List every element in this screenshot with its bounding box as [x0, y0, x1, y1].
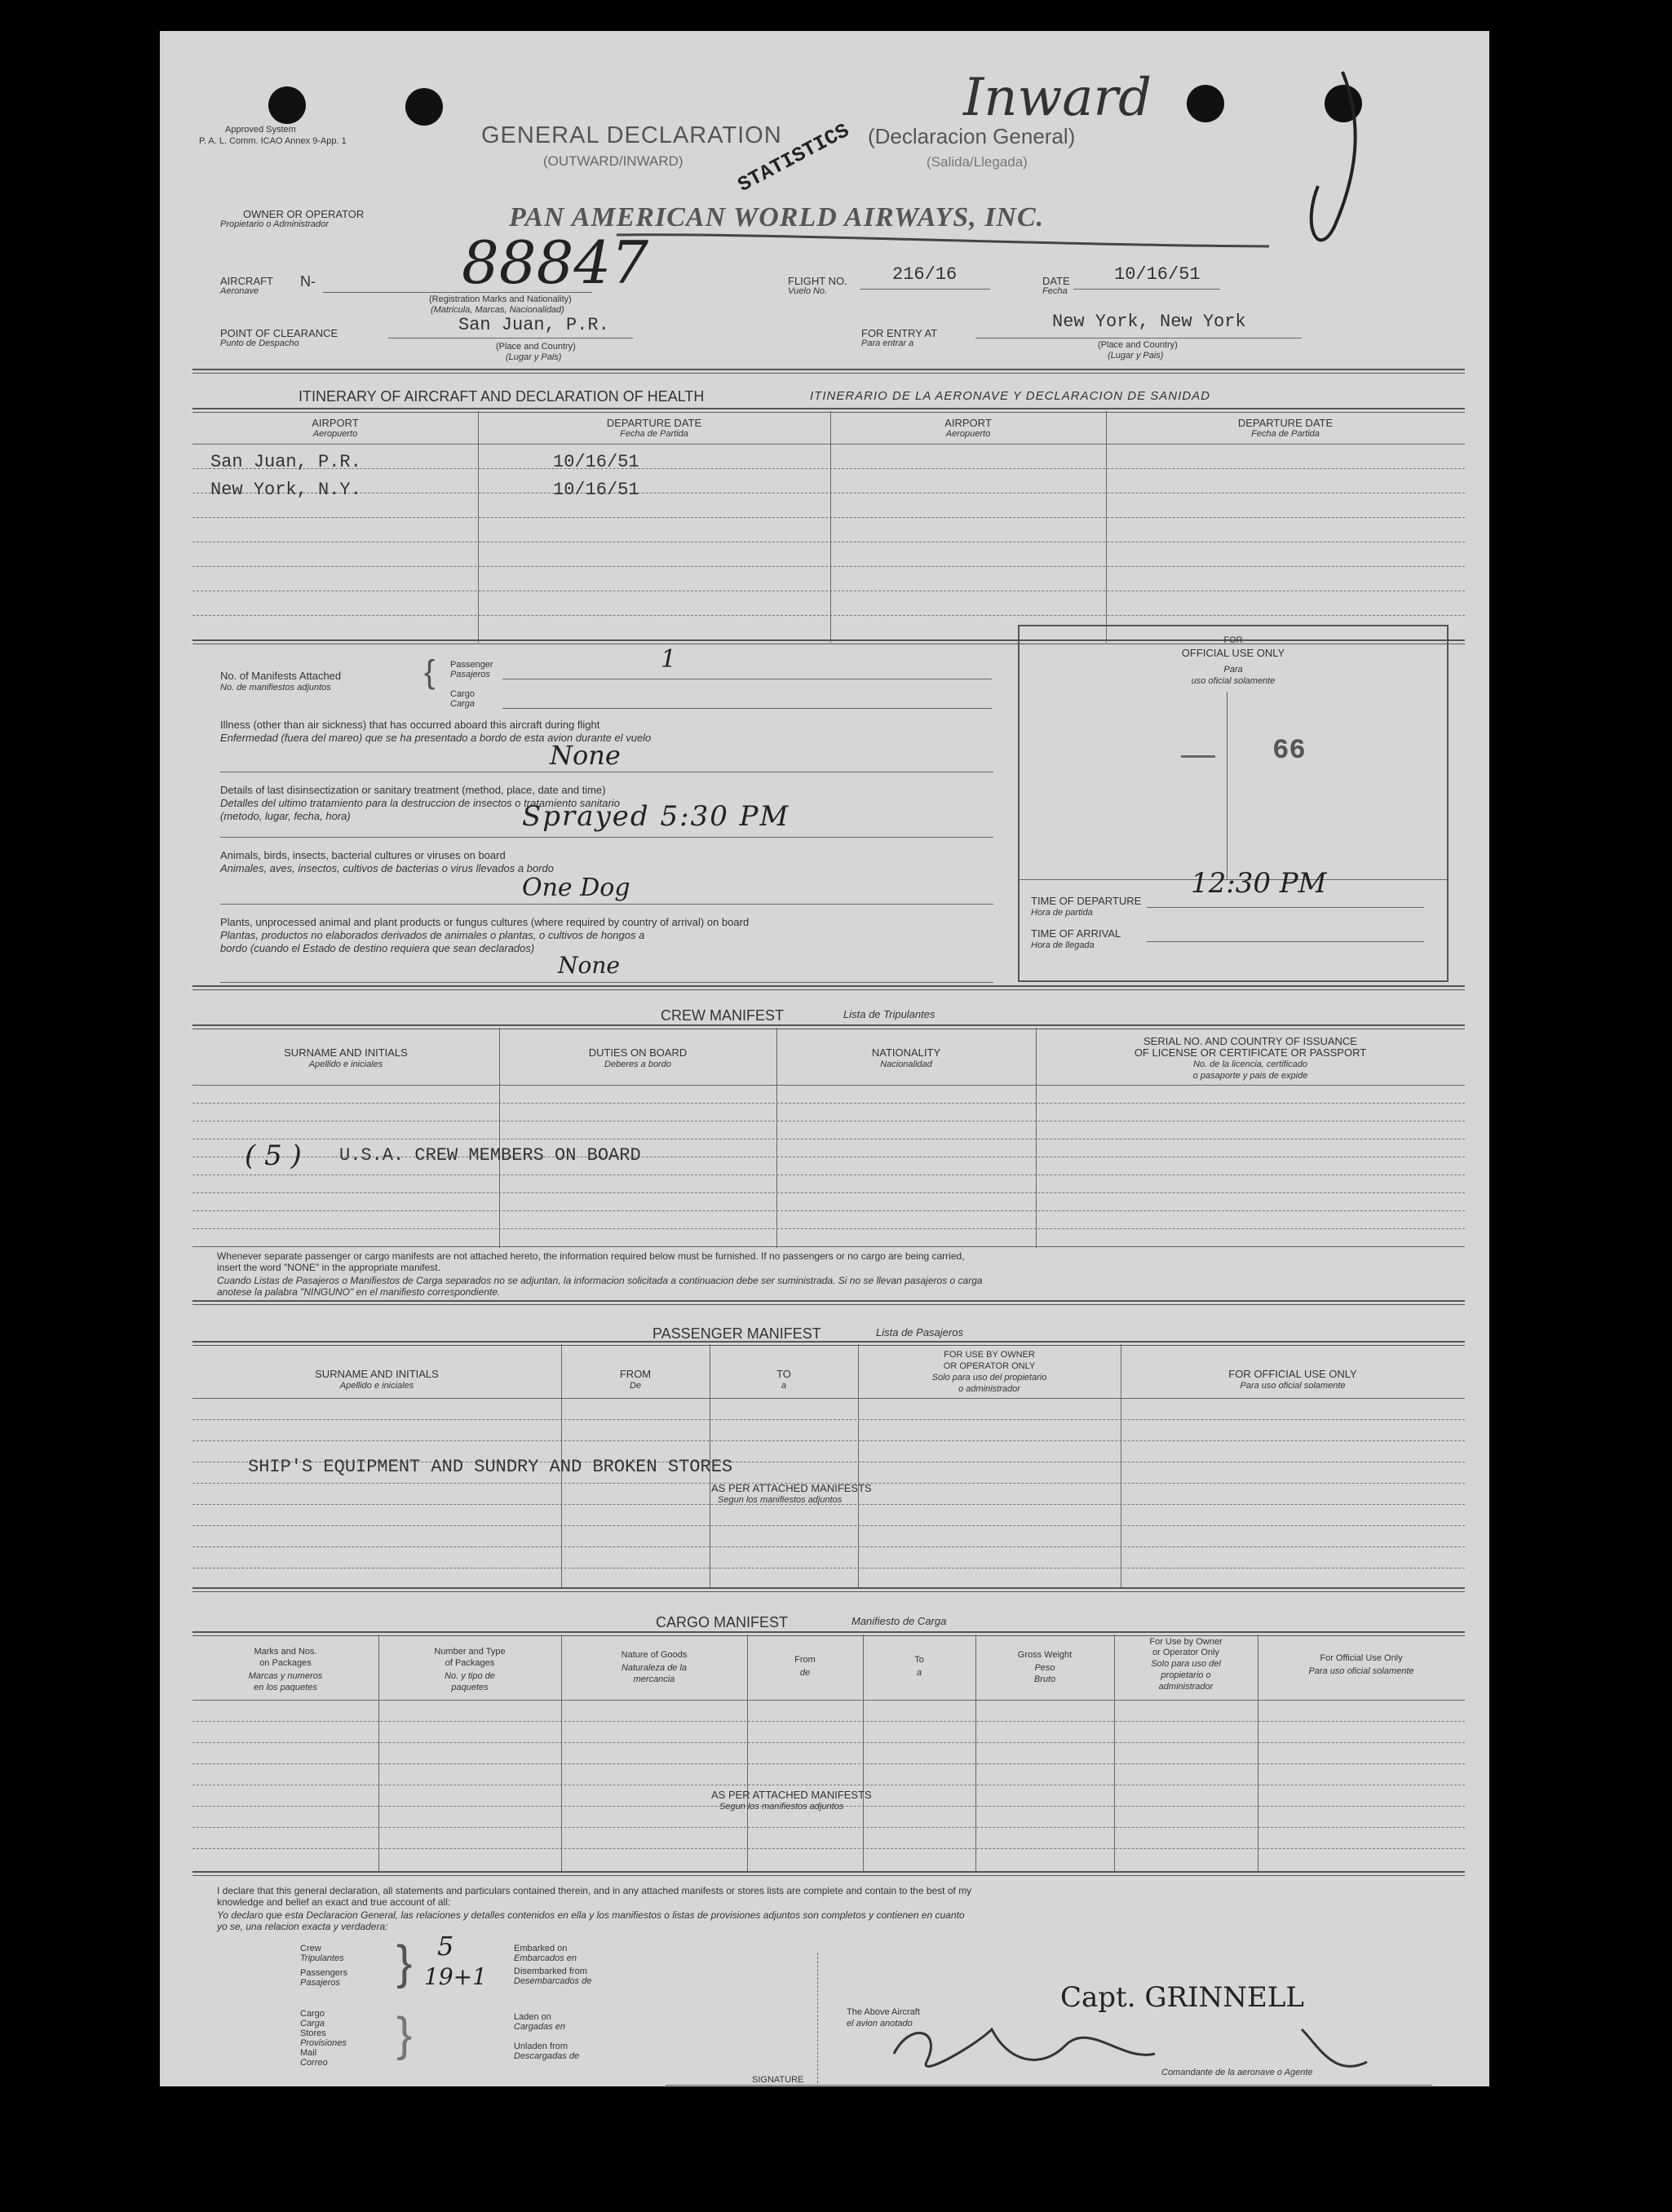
- flight-date: 10/16/51: [1114, 264, 1201, 285]
- reg-note-es: (Matricula, Marcas, Nacionalidad): [431, 305, 564, 315]
- row-line: [192, 1228, 1465, 1229]
- cargo-col-to: To: [914, 1655, 924, 1665]
- row-line: [192, 1103, 1465, 1104]
- cargo-col-weight-a: Gross Weight: [1017, 1650, 1073, 1660]
- animals-label-es: Animales, aves, insectos, cultivos de bacterias o virus llevados a bordo: [220, 862, 554, 874]
- date-label: DATE: [1042, 275, 1070, 287]
- pax-col-from: FROM: [619, 1368, 652, 1380]
- pax-col-surname: SURNAME AND INITIALS: [315, 1368, 439, 1380]
- aircraft-label: AIRCRAFT: [220, 275, 273, 287]
- crew-col-nationality-es: Nacionalidad: [880, 1060, 932, 1069]
- aircraft-prefix: N-: [300, 273, 316, 290]
- row-line: [192, 1742, 1465, 1743]
- row-line: [192, 444, 1465, 445]
- departure-time-value: 12:30 PM: [1191, 867, 1327, 900]
- itinerary-date-2: 10/16/51: [553, 480, 639, 500]
- col-airport2-header-es: Aeropuerto: [945, 429, 991, 439]
- entry-label-es: Para entrar a: [861, 338, 914, 348]
- entry-value: New York, New York: [1052, 312, 1246, 332]
- crew-col-serial-a: SERIAL NO. AND COUNTRY OF ISSUANCE: [1143, 1035, 1357, 1047]
- disinsect-label-es: Detalles del ultimo tratamiento para la destruccion de insectos o tratamiento sanitario: [220, 797, 620, 809]
- cargo-col-number-c: No. y tipo de: [445, 1671, 495, 1681]
- row-line: [192, 1085, 1465, 1086]
- manifests-label-es: No. de manifiestos adjuntos: [220, 683, 331, 692]
- itinerary-title: ITINERARY OF AIRCRAFT AND DECLARATION OF HEALTH: [299, 388, 705, 405]
- cargo-col-owner-e: administrador: [1158, 1682, 1214, 1692]
- passenger-as-per-es: Segun los manifiestos adjuntos: [718, 1495, 843, 1505]
- col-divider: [1114, 1635, 1115, 1871]
- crew-col-duties-es: Deberes a bordo: [604, 1060, 671, 1069]
- col-departure-header: DEPARTURE DATE: [606, 417, 702, 429]
- cargo-col-marks-b: on Packages: [259, 1658, 312, 1668]
- owner-value: PAN AMERICAN WORLD AIRWAYS, INC.: [509, 202, 1045, 232]
- declaration-es-1: Yo declaro que esta Declaracion General, las relaciones y detalles contenidos en ella y los manifiestos o listas de provisiones adjuntos son completos y contienen en cuanto: [217, 1909, 965, 1921]
- row-line: [192, 1419, 1465, 1420]
- dash-mark: [1181, 755, 1215, 758]
- form-subtitle: (OUTWARD/INWARD): [543, 153, 683, 169]
- flight-label-es: Vuelo No.: [788, 286, 828, 296]
- crew-label: Crew: [300, 1944, 321, 1953]
- pax-col-surname-es: Apellido e iniciales: [339, 1381, 414, 1391]
- disinsect-value: Sprayed 5:30 PM: [522, 800, 790, 833]
- cargo-col-nature-c: mercancia: [633, 1674, 675, 1684]
- row-line: [192, 1848, 1465, 1849]
- illness-label: Illness (other than air sickness) that has occurred aboard this aircraft during flight: [220, 719, 600, 731]
- itinerary-date-1: 10/16/51: [553, 452, 639, 472]
- official-para2: uso oficial solamente: [1191, 676, 1276, 686]
- plants-label-es2: bordo (cuando el Estado de destino requiera que sean declarados): [220, 942, 535, 954]
- cargo-col-official-b: Para uso oficial solamente: [1308, 1666, 1414, 1676]
- official-number: 66: [1272, 736, 1306, 767]
- plants-label-es: Plantas, productos no elaborados derivados de animales o plantas, o cultivos de hongos a: [220, 929, 645, 941]
- cargo-col-weight-b: Peso: [1034, 1663, 1055, 1673]
- notice-en-1: Whenever separate passenger or cargo manifests are not attached hereto, the information required below must be furnished. If no passengers or no cargo are being carried,: [217, 1250, 965, 1262]
- handwritten-stroke-icon: [1285, 64, 1375, 268]
- passenger-manifest-count: 1: [661, 645, 677, 674]
- aircraft-number: 88847: [462, 228, 649, 297]
- itinerary-airport-2: New York, N.Y.: [210, 480, 361, 500]
- section-rule: [192, 1871, 1465, 1876]
- owner-label-es: Propietario o Administrador: [220, 219, 329, 229]
- field-line: [860, 289, 990, 290]
- signature-line: [666, 2085, 1432, 2086]
- disinsect-label: Details of last disinsectization or sanitary treatment (method, place, date and time): [220, 784, 606, 796]
- form-subtitle-es: (Salida/Llegada): [927, 154, 1028, 170]
- punch-hole: [405, 88, 443, 126]
- field-line: [220, 837, 993, 838]
- brace-icon: {: [424, 654, 436, 690]
- cargo-col-marks-a: Marks and Nos.: [254, 1647, 317, 1657]
- row-line: [192, 566, 1465, 567]
- field-line: [1147, 907, 1424, 908]
- cargo-col-owner-b: or Operator Only: [1152, 1648, 1219, 1657]
- col-divider: [830, 411, 831, 643]
- departure-time-label: TIME OF DEPARTURE: [1031, 895, 1142, 907]
- passenger-title: PASSENGER MANIFEST: [652, 1325, 821, 1342]
- clearance-place-note: (Place and Country): [496, 342, 576, 352]
- row-line: [192, 517, 1465, 518]
- animals-value: One Dog: [522, 874, 630, 902]
- cargo-col-number-a: Number and Type: [434, 1647, 506, 1657]
- cargo-title: CARGO MANIFEST: [656, 1614, 789, 1630]
- cargo-col-from-es: de: [799, 1668, 811, 1678]
- disinsect-label-es2: (metodo, lugar, fecha, hora): [220, 810, 351, 822]
- crew-col-serial-b: OF LICENSE OR CERTIFICATE OR PASSPORT: [1134, 1046, 1367, 1059]
- col-divider: [817, 1953, 818, 2083]
- illness-value: None: [550, 740, 621, 771]
- punch-hole: [1187, 85, 1224, 122]
- itinerary-airport-1: San Juan, P.R.: [210, 452, 361, 472]
- passenger-label: Passenger: [450, 660, 493, 670]
- section-rule: [192, 1631, 1465, 1636]
- animals-label: Animals, birds, insects, bacterial cultures or viruses on board: [220, 849, 506, 861]
- passengers-label: Passengers: [300, 1968, 348, 1978]
- stores-label: Stores: [300, 2028, 326, 2038]
- cargo-col-weight-c: Bruto: [1033, 1674, 1056, 1684]
- laden-label-es: Cargadas en: [514, 2022, 565, 2032]
- row-line: [192, 1210, 1465, 1211]
- cargo-label-es: Carga: [450, 699, 475, 709]
- crew-col-surname-es: Apellido e iniciales: [308, 1060, 383, 1069]
- handwritten-inward: Inward: [963, 68, 1152, 128]
- pax-col-to-es: a: [781, 1381, 787, 1391]
- row-line: [192, 1246, 1465, 1247]
- signature-icon: [878, 2013, 1400, 2086]
- col-airport2-header: AIRPORT: [944, 417, 992, 429]
- row-line: [192, 1398, 1465, 1399]
- pax-col-owner-d: o administrador: [958, 1384, 1020, 1394]
- cargo-decl-label-es: Carga: [300, 2019, 325, 2028]
- field-line: [220, 982, 993, 983]
- cargo-label: Cargo: [450, 689, 475, 699]
- signature-label: SIGNATURE: [752, 2075, 804, 2085]
- declaration-es-2: yo se, una relacion exacta y verdadera:: [217, 1921, 388, 1932]
- row-line: [192, 1827, 1465, 1828]
- laden-label: Laden on: [514, 2012, 551, 2022]
- plants-value: None: [558, 952, 620, 979]
- col-divider: [378, 1635, 379, 1871]
- col-departure-header-es: Fecha de Partida: [620, 429, 688, 439]
- cargo-as-per: AS PER ATTACHED MANIFESTS: [711, 1789, 872, 1801]
- row-line: [192, 1525, 1465, 1526]
- cargo-col-owner-d: propietario o: [1161, 1670, 1211, 1680]
- notice-en-2: insert the word "NONE" in the appropriate manifest.: [217, 1262, 440, 1273]
- passenger-entry: SHIP'S EQUIPMENT AND SUNDRY AND BROKEN STORES: [248, 1457, 733, 1477]
- arrival-time-label-es: Hora de llegada: [1031, 940, 1095, 950]
- crew-col-nationality: NATIONALITY: [871, 1046, 941, 1059]
- field-line: [1147, 941, 1424, 942]
- captain-name: Capt. GRINNELL: [1060, 1981, 1304, 2014]
- crew-title: CREW MANIFEST: [661, 1007, 784, 1024]
- passenger-title-es: Lista de Pasajeros: [876, 1326, 963, 1338]
- approved-line2: P. A. L. Comm. ICAO Annex 9-App. 1: [199, 136, 347, 146]
- pax-col-owner-b: OR OPERATOR ONLY: [943, 1361, 1036, 1371]
- clearance-label-es: Punto de Despacho: [220, 338, 299, 348]
- crew-label-es: Tripulantes: [300, 1953, 344, 1963]
- official-title: OFFICIAL USE ONLY: [1181, 647, 1285, 659]
- crew-col-surname: SURNAME AND INITIALS: [284, 1046, 408, 1059]
- crew-col-serial-c: No. de la licencia, certificado: [1192, 1060, 1307, 1069]
- arrival-time-label: TIME OF ARRIVAL: [1031, 927, 1121, 940]
- pax-col-official: FOR OFFICIAL USE ONLY: [1228, 1368, 1357, 1380]
- punch-hole: [268, 86, 306, 124]
- row-line: [192, 1721, 1465, 1722]
- disembarked-label-es: Desembarcados de: [514, 1976, 592, 1986]
- pax-col-owner-a: FOR USE BY OWNER: [944, 1350, 1035, 1360]
- row-line: [192, 1546, 1465, 1547]
- col-departure2-header: DEPARTURE DATE: [1237, 417, 1334, 429]
- cargo-col-nature-b: Naturaleza de la: [621, 1663, 688, 1673]
- field-line: [1073, 289, 1220, 290]
- cargo-col-marks-d: en los paquetes: [254, 1683, 317, 1692]
- notice-es-1: Cuando Listas de Pasajeros o Manifiestos de Carga separados no se adjuntan, la informacion solicitada a continuacion debe ser suministrada. Si no se llevan pasajeros o carga: [217, 1275, 983, 1286]
- entry-label: FOR ENTRY AT: [861, 327, 938, 339]
- aircraft-label-es: Aeronave: [220, 286, 259, 296]
- cargo-col-number-b: of Packages: [445, 1658, 495, 1668]
- section-rule: [192, 1024, 1465, 1029]
- flight-number: 216/16: [892, 264, 958, 285]
- official-for: FOR: [1223, 635, 1243, 645]
- flight-label: FLIGHT NO.: [788, 275, 847, 287]
- owner-label: OWNER OR OPERATOR: [243, 208, 365, 220]
- col-divider: [478, 411, 479, 643]
- section-rule: [192, 1341, 1465, 1346]
- pax-col-official-es: Para uso oficial solamente: [1240, 1381, 1346, 1391]
- section-rule: [192, 408, 1465, 413]
- col-divider: [1106, 411, 1107, 643]
- embarked-label-es: Embarcados en: [514, 1953, 577, 1963]
- statistics-stamp: STATISTICS: [734, 118, 854, 197]
- section-rule: [192, 1587, 1465, 1592]
- mail-label: Mail: [300, 2048, 317, 2058]
- reg-note: (Registration Marks and Nationality): [429, 294, 572, 304]
- row-line: [192, 1440, 1465, 1441]
- passengers-total: 19+1: [424, 1963, 487, 1990]
- declaration-en-1: I declare that this general declaration, all statements and particulars contained therein, and in any attached manifests or stores lists are complete and contain to the best of my: [217, 1885, 972, 1896]
- crew-col-serial-d: o pasaporte y pais de expide: [1192, 1071, 1308, 1081]
- entry-place-note: (Place and Country): [1098, 340, 1178, 350]
- clearance-value: San Juan, P.R.: [458, 315, 609, 335]
- entry-place-note-es: (Lugar y Pais): [1108, 351, 1164, 361]
- passenger-as-per: AS PER ATTACHED MANIFESTS: [711, 1482, 872, 1494]
- cargo-title-es: Manifiesto de Carga: [851, 1615, 947, 1627]
- plants-label: Plants, unprocessed animal and plant products or fungus cultures (where required by country of arrival) on board: [220, 916, 750, 928]
- passengers-label-es: Pasajeros: [300, 1978, 340, 1988]
- crew-col-duties: DUTIES ON BOARD: [588, 1046, 688, 1059]
- crew-title-es: Lista de Tripulantes: [843, 1008, 936, 1020]
- cargo-decl-label: Cargo: [300, 2009, 325, 2019]
- field-line: [220, 904, 993, 905]
- row-line: [192, 615, 1465, 616]
- crew-total: 5: [437, 1931, 454, 1962]
- pax-col-from-es: De: [629, 1381, 642, 1391]
- cargo-col-owner-c: Solo para uso del: [1151, 1659, 1221, 1669]
- cargo-col-number-d: paquetes: [451, 1683, 489, 1692]
- official-para: Para: [1223, 665, 1243, 675]
- crew-entry: U.S.A. CREW MEMBERS ON BOARD: [339, 1145, 641, 1166]
- pax-col-owner-c: Solo para uso del propietario: [931, 1373, 1047, 1382]
- cargo-col-marks-c: Marcas y numeros: [248, 1671, 323, 1681]
- illness-label-es: Enfermedad (fuera del mareo) que se ha presentado a bordo de esta avion durante el vuelo: [220, 732, 652, 744]
- row-line: [192, 1763, 1465, 1764]
- notice-es-2: anotese la palabra "NINGUNO" en el manifiesto correspondiente.: [217, 1286, 501, 1298]
- cargo-col-official-a: For Official Use Only: [1320, 1653, 1403, 1663]
- crew-count: ( 5 ): [245, 1139, 302, 1172]
- form-title: GENERAL DECLARATION: [481, 122, 782, 148]
- declaration-en-2: knowledge and belief an exact and true account of all:: [217, 1896, 451, 1908]
- passenger-label-es: Pasajeros: [450, 670, 490, 679]
- date-label-es: Fecha: [1042, 286, 1068, 296]
- brace-icon: }: [396, 2008, 413, 2061]
- col-airport-header: AIRPORT: [312, 417, 359, 429]
- above-aircraft-es: el avion anotado: [847, 2019, 913, 2028]
- row-line: [192, 1700, 1465, 1701]
- stores-label-es: Provisiones: [300, 2038, 347, 2048]
- declaration-sheet: [160, 31, 1489, 2086]
- col-departure2-header-es: Fecha de Partida: [1251, 429, 1320, 439]
- approved-line1: Approved System: [225, 125, 296, 135]
- cargo-as-per-es: Segun los manifiestos adjuntos: [719, 1802, 844, 1812]
- clearance-place-note-es: (Lugar y Pais): [506, 352, 562, 362]
- section-rule: [192, 985, 1465, 990]
- section-rule: [192, 1300, 1465, 1305]
- row-line: [192, 468, 1465, 469]
- commander-label: Comandante de la aeronave o Agente: [1161, 2068, 1313, 2077]
- cargo-col-nature-a: Nature of Goods: [621, 1650, 688, 1660]
- unladen-label-es: Descargadas de: [514, 2051, 580, 2061]
- cargo-col-to-es: a: [916, 1668, 922, 1678]
- brace-icon: }: [396, 1936, 413, 1989]
- row-line: [192, 1192, 1465, 1193]
- departure-time-label-es: Hora de partida: [1031, 908, 1093, 918]
- field-line: [502, 708, 992, 709]
- above-aircraft: The Above Aircraft: [847, 2007, 920, 2017]
- manifests-label: No. of Manifests Attached: [220, 670, 342, 682]
- form-title-es: (Declaracion General): [868, 124, 1076, 148]
- clearance-label: POINT OF CLEARANCE: [220, 327, 338, 339]
- disembarked-label: Disembarked from: [514, 1966, 587, 1976]
- section-rule: [192, 369, 1465, 374]
- pax-col-to: TO: [776, 1368, 791, 1380]
- embarked-label: Embarked on: [514, 1944, 568, 1953]
- cargo-col-owner-a: For Use by Owner: [1149, 1637, 1223, 1647]
- col-airport-header-es: Aeropuerto: [312, 429, 358, 439]
- itinerary-title-es: ITINERARIO DE LA AERONAVE Y DECLARACION DE SANIDAD: [810, 389, 1210, 403]
- mail-label-es: Correo: [300, 2058, 328, 2068]
- unladen-label: Unladen from: [514, 2042, 568, 2051]
- cargo-col-from: From: [794, 1655, 816, 1665]
